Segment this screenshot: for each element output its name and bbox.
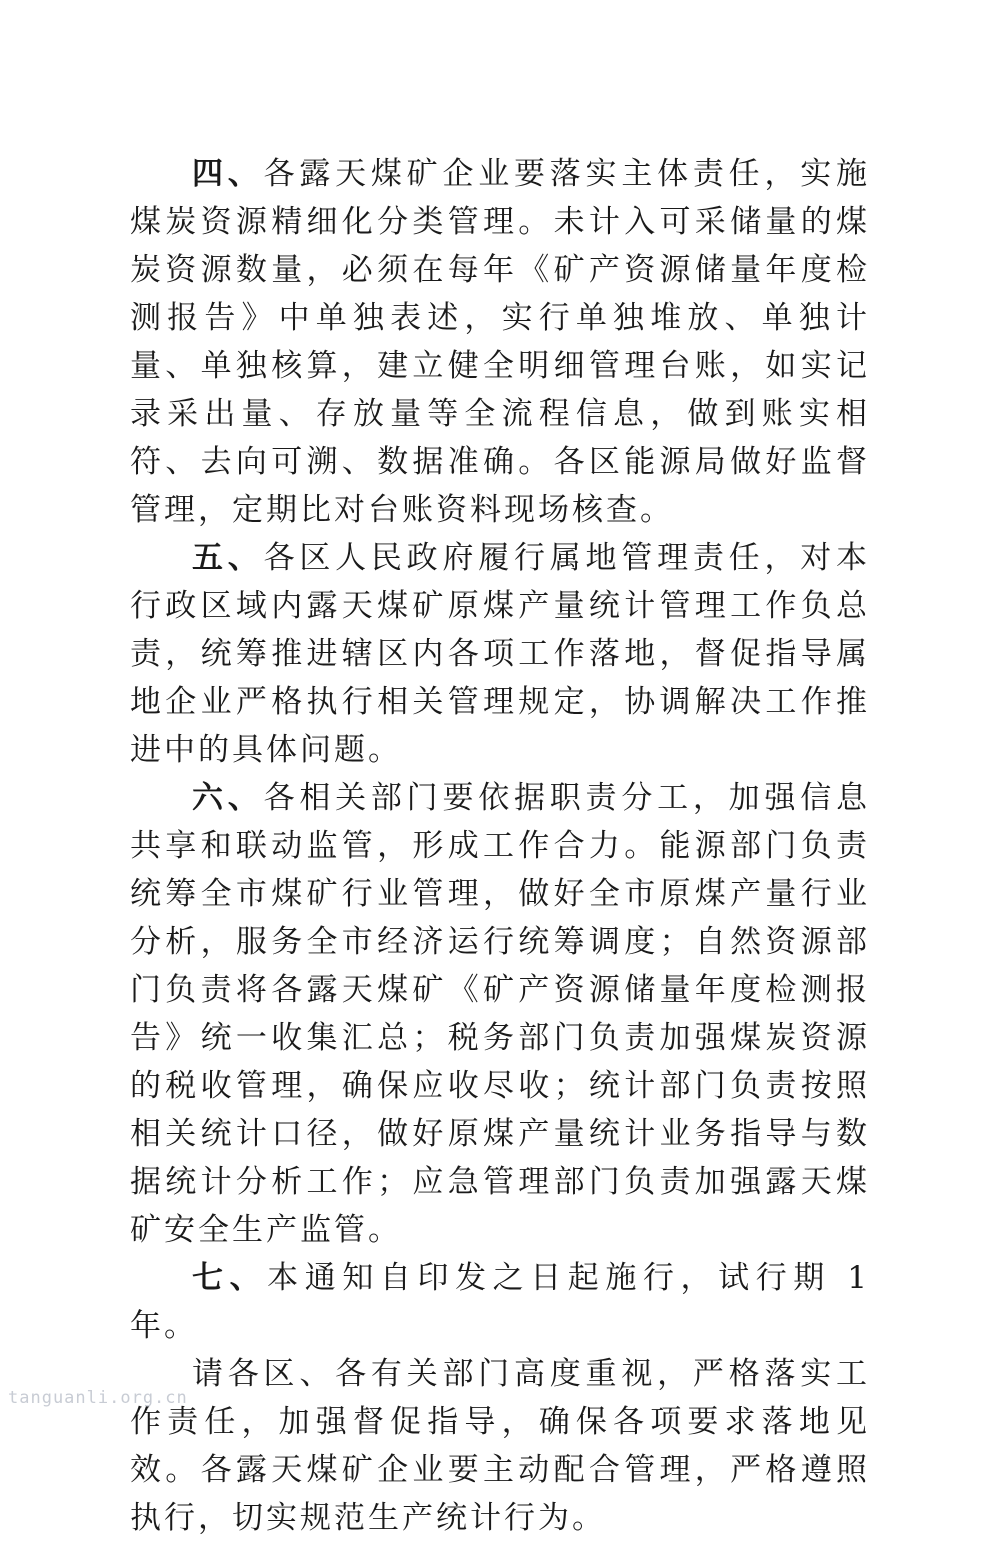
paragraph-4-text: 各露天煤矿企业要落实主体责任，实施煤炭资源精细化分类管理。未计入可采储量的煤炭资源数量，必须在每年《矿产资源储量年度检测报告》中单独表述，实行单独堆放、单独计量、单独核算，建立健全明细管理台账，如实记录采出量、存放量等全流程信息，做到账实相符、去向可溯、数据准确。各区能源局做好监督管理，定期比对台账资料现场核查。 xyxy=(130,156,871,528)
paragraph-6-text: 各相关部门要依据职责分工，加强信息共享和联动监管，形成工作合力。能源部门负责统筹全市煤矿行业管理，做好全市原煤产量行业分析，服务全市经济运行统筹调度；自然资源部门负责将各露天煤矿《矿产资源储量年度检测报告》统一收集汇总；税务部门负责加强煤炭资源的税收管理，确保应收尽收；统计部门负责按照相关统计口径，做好原煤产量统计业务指导与数据统计分析工作；应急管理部门负责加强露天煤矿安全生产监管。 xyxy=(130,780,871,1248)
paragraph-5-lead: 五、 xyxy=(192,540,264,576)
paragraph-7-lead: 七、 xyxy=(192,1260,268,1296)
paragraph-7-text: 本通知自印发之日起施行，试行期 1 年。 xyxy=(130,1260,871,1344)
paragraph-4 xyxy=(130,150,870,534)
paragraph-7 xyxy=(130,1254,870,1350)
closing-paragraph-text: 请各区、各有关部门高度重视，严格落实工作责任，加强督促指导，确保各项要求落地见效。各露天煤矿企业要主动配合管理，严格遵照执行，切实规范生产统计行为。 xyxy=(130,1356,870,1536)
closing-paragraph xyxy=(130,1350,870,1542)
site-watermark: tanguanli.org.cn xyxy=(8,1388,188,1408)
document-body xyxy=(130,150,870,1542)
paragraph-5-text: 各区人民政府履行属地管理责任，对本行政区域内露天煤矿原煤产量统计管理工作负总责，统筹推进辖区内各项工作落地，督促指导属地企业严格执行相关管理规定，协调解决工作推进中的具体问题。 xyxy=(130,540,871,768)
paragraph-6 xyxy=(130,774,870,1254)
paragraph-5 xyxy=(130,534,870,774)
paragraph-4-lead: 四、 xyxy=(192,156,264,192)
paragraph-6-lead: 六、 xyxy=(192,780,264,816)
